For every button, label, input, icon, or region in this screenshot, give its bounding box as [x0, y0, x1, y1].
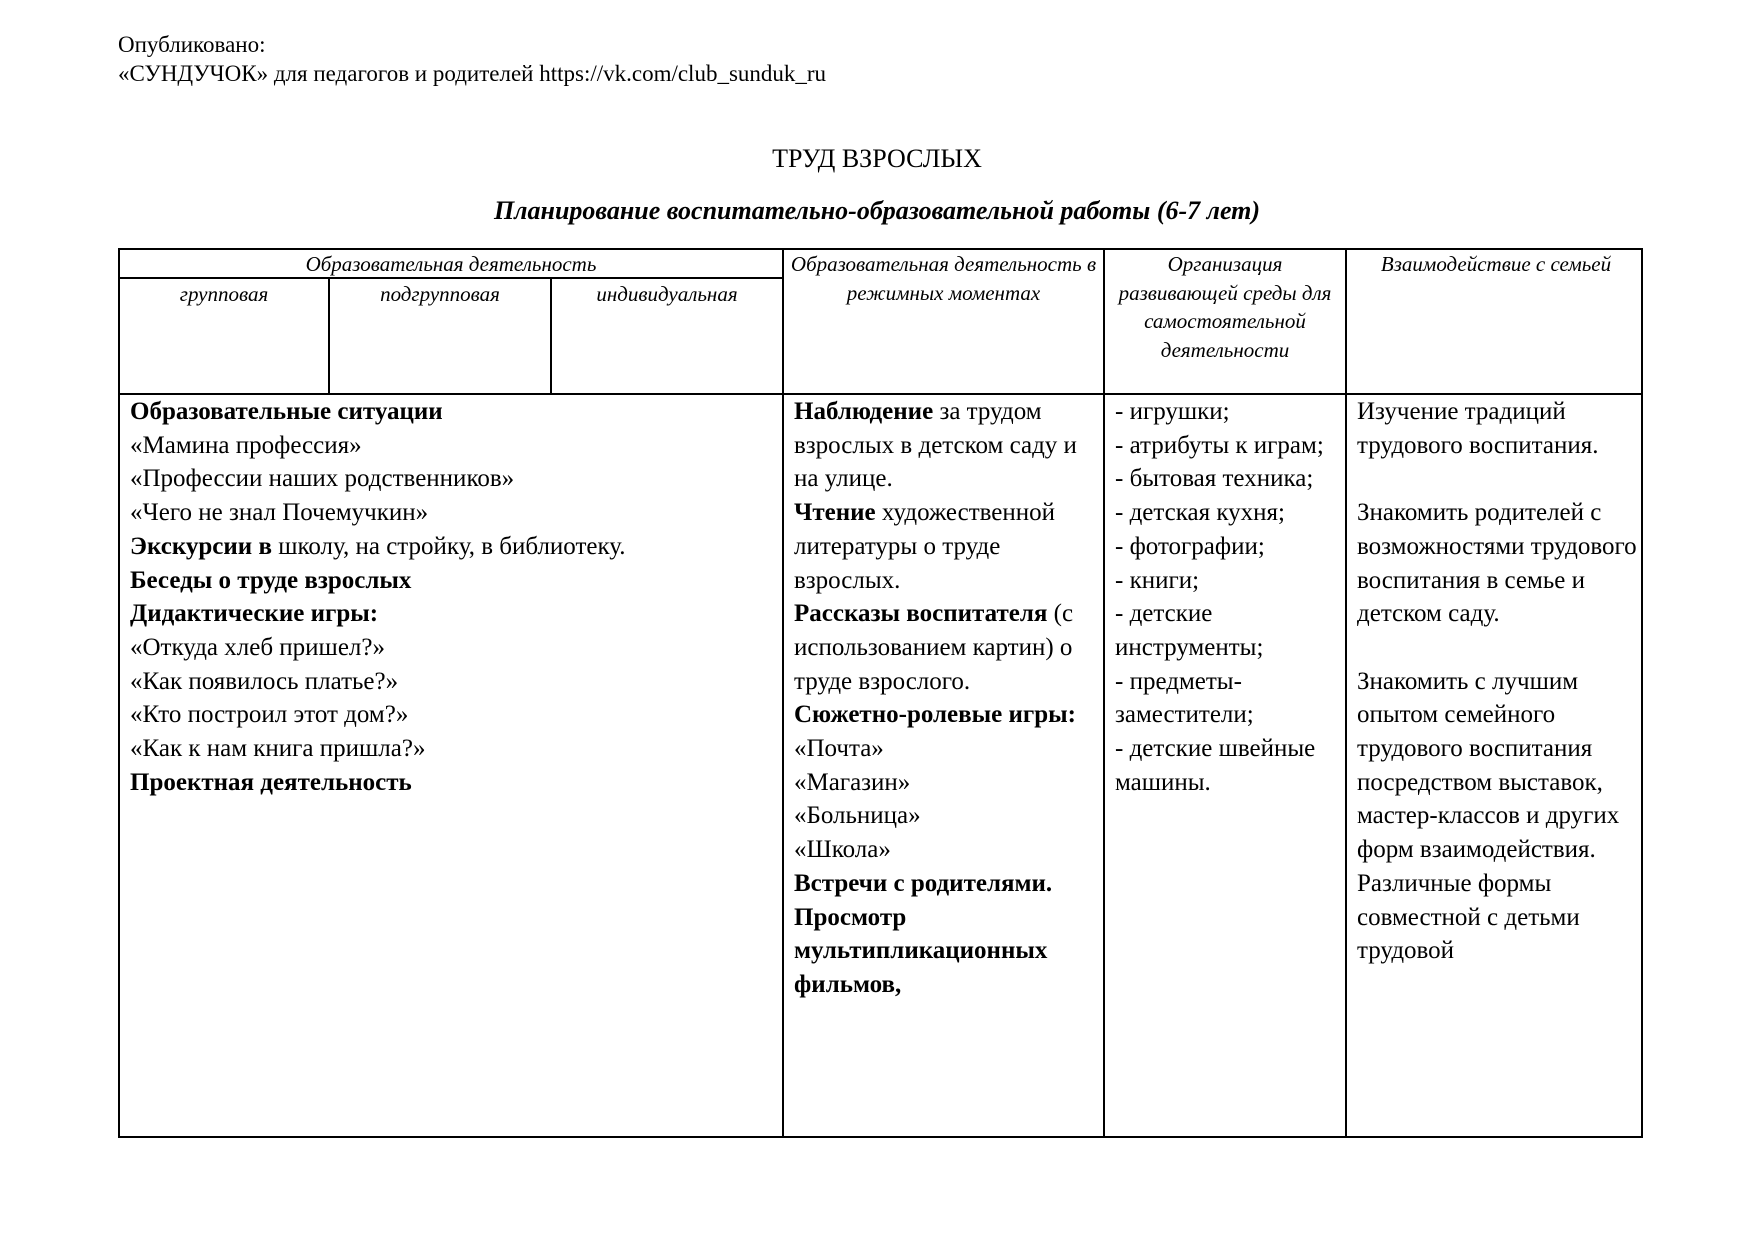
regime-item	[794, 597, 1100, 698]
regime-item-text: «Магазин»	[794, 768, 911, 796]
regime-item	[794, 496, 1100, 597]
environment-item: - игрушки;	[1115, 398, 1230, 425]
activity-item-text: «Как появилось платье?»	[130, 667, 399, 695]
environment-item: - фотографии;	[1115, 532, 1265, 560]
activity-item-bold: Экскурсии в	[130, 532, 272, 560]
regime-item	[794, 732, 1100, 766]
regime-item-text: за трудом взрослых в детском саду и на улице.	[794, 398, 1077, 493]
activity-item	[130, 665, 778, 699]
regime-item	[794, 698, 1100, 732]
header-regime: Образовательная деятельность в режимных моментах	[790, 252, 1097, 305]
activity-item	[130, 496, 778, 530]
activity-item	[130, 698, 778, 732]
header-individual: индивидуальная	[596, 282, 738, 306]
regime-item-text: художественной литературы о труде взрослых.	[794, 499, 1056, 594]
family-column	[1357, 395, 1637, 968]
family-item: Знакомить родителей с возможностями трудового воспитания в семье и детском саду.	[1357, 499, 1637, 628]
activity-column	[130, 395, 778, 799]
activity-item	[130, 564, 778, 598]
regime-item-text: «Почта»	[794, 735, 884, 763]
family-item: Различные формы совместной с детьми трудовой	[1357, 869, 1580, 965]
activity-item-bold: Дидактические игры:	[130, 600, 379, 628]
header-educational-activity: Образовательная деятельность	[305, 252, 597, 276]
activity-item	[130, 631, 778, 665]
published-label: Опубликовано:	[118, 32, 266, 57]
activity-item	[130, 429, 778, 463]
activity-item-text: «Мамина профессия»	[130, 431, 362, 459]
page-title: ТРУД ВЗРОСЛЫХ	[772, 144, 982, 173]
environment-item: - бытовая техника;	[1115, 465, 1314, 493]
regime-item-bold: Рассказы воспитателя	[794, 600, 1048, 628]
regime-item-text: «Школа»	[794, 836, 891, 864]
regime-item-bold: Просмотр мультипликационных фильмов,	[794, 903, 1048, 998]
header-group: групповая	[179, 282, 269, 306]
family-item: Изучение традиций трудового воспитания.	[1357, 398, 1599, 459]
activity-item-bold: Проектная деятельность	[130, 768, 412, 796]
regime-item-bold: Чтение	[794, 499, 876, 527]
environment-item: - детские инструменты;	[1115, 600, 1264, 661]
activity-item-text: «Чего не знал Почемучкин»	[130, 499, 429, 527]
activity-item	[130, 597, 778, 631]
regime-item-bold: Сюжетно-ролевые игры:	[794, 701, 1077, 729]
regime-item	[794, 395, 1100, 496]
activity-item-text: «Как к нам книга пришла?»	[130, 735, 426, 763]
regime-item-bold: Встречи с родителями.	[794, 869, 1053, 897]
header-family: Взаимодействие с семьей	[1380, 252, 1612, 276]
environment-item: - детские швейные машины.	[1115, 735, 1316, 796]
environment-column	[1115, 395, 1335, 799]
environment-item: - атрибуты к играм;	[1115, 431, 1324, 459]
activity-item	[130, 462, 778, 496]
environment-item: - предметы-заместители;	[1115, 667, 1254, 729]
regime-item	[794, 867, 1100, 901]
activity-item-bold: Образовательные ситуации	[130, 398, 443, 425]
regime-item	[794, 799, 1100, 833]
regime-item	[794, 766, 1100, 800]
activity-item	[130, 766, 778, 800]
regime-item-text: (с использованием картин) о труде взрослого.	[794, 600, 1074, 695]
page-subtitle: Планирование воспитательно-образовательной работы (6-7 лет)	[493, 196, 1261, 225]
regime-item-text: «Больница»	[794, 802, 921, 830]
activity-item-bold: Беседы о труде взрослых	[130, 566, 412, 594]
header-environment: Организация развивающей среды для самостоятельной деятельности	[1118, 252, 1332, 362]
activity-item-text: «Кто построил этот дом?»	[130, 701, 409, 729]
activity-item-text: школу, на стройку, в библиотеку.	[271, 532, 626, 560]
regime-item	[794, 901, 1100, 1002]
environment-item: - детская кухня;	[1115, 499, 1285, 527]
regime-item	[794, 833, 1100, 867]
family-item: Знакомить с лучшим опытом семейного трудового воспитания посредством выставок, мастер-классов и других форм взаимодействия.	[1357, 667, 1620, 864]
activity-item-text: «Откуда хлеб пришел?»	[130, 633, 385, 661]
activity-item	[130, 395, 778, 429]
regime-item-bold: Наблюдение	[794, 398, 934, 425]
activity-item	[130, 732, 778, 766]
activity-item-text: «Профессии наших родственников»	[130, 465, 515, 493]
activity-item	[130, 530, 778, 564]
regime-column	[794, 395, 1100, 1002]
published-source: «СУНДУЧОК» для педагогов и родителей https://vk.com/club_sunduk_ru	[118, 61, 827, 86]
environment-item: - книги;	[1115, 566, 1200, 594]
header-subgroup: подгрупповая	[380, 282, 500, 306]
